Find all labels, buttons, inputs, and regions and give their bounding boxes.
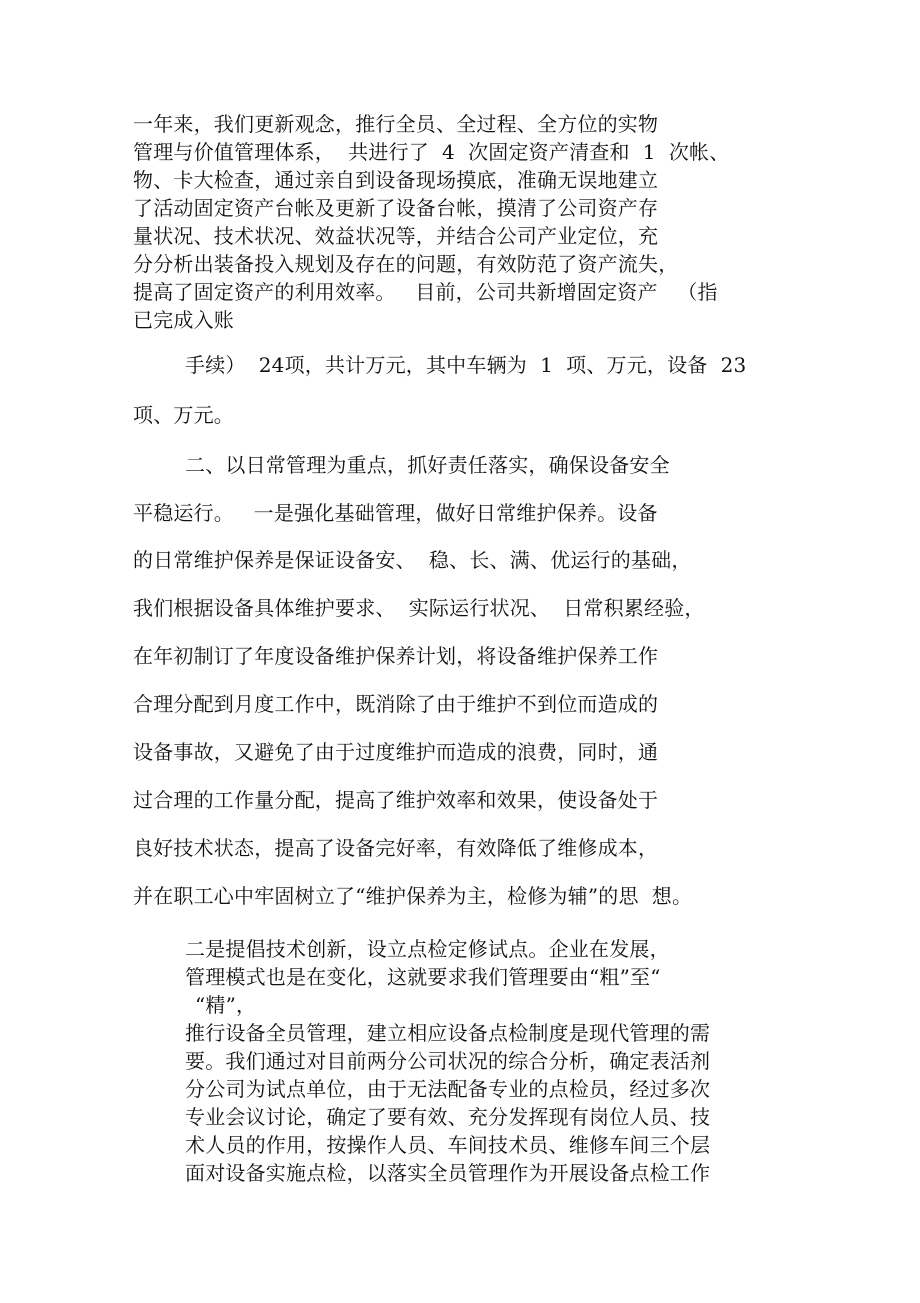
paragraph-line: 管理与价值管理体系， 共进行了 4 次固定资产清查和 1 次帐、 [133,140,730,164]
paragraph-line: 我们根据设备具体维护要求、 实际运行状况、 日常积累经验， [133,596,705,620]
paragraph-line: 良好技术状态，提高了设备完好率，有效降低了维修成本， [133,836,659,860]
paragraph-line: 一年来，我们更新观念，推行全员、全过程、全方位的实物 [133,112,659,136]
paragraph-line: 管理模式也是在变化，这就要求我们管理要由“粗”至“ [185,965,661,989]
paragraph-line: 并在职工心中牢固树立了“维护保养为主，检修为辅”的思 想。 [133,884,693,908]
section-heading-line: 二、以日常管理为重点，抓好责任落实，确保设备安全 [185,453,670,477]
paragraph-line: 项、万元。 [133,403,234,427]
paragraph-line: 在年初制订了年度设备维护保养计划，将设备维护保养工作 [133,644,659,668]
paragraph-line: 要。我们通过对目前两分公司状况的综合分析，确定表活剂 [185,1049,711,1073]
paragraph-line: 手续） 24项，共计万元，其中车辆为 1 项、万元，设备 23 [185,353,747,377]
paragraph-line: 设备事故，又避免了由于过度维护而造成的浪费，同时，通 [133,740,659,764]
paragraph-line: 量状况、技术状况、效益状况等，并结合公司产业定位，充 [133,224,659,248]
paragraph-line: 二是提倡技术创新，设立点检定修试点。企业在发展， [185,937,670,961]
paragraph-line: 分公司为试点单位，由于无法配备专业的点检员，经过多次 [185,1077,711,1101]
paragraph-line: 术人员的作用，按操作人员、车间技术员、维修车间三个层 [185,1133,711,1157]
paragraph-line: 提高了固定资产的利用效率。 目前，公司共新增固定资产 （指 [133,280,718,304]
paragraph-line: 分分析出装备投入规划及存在的问题，有效防范了资产流失， [133,252,679,276]
paragraph-line: 平稳运行。 一是强化基础管理，做好日常维护保养。设备 [133,501,658,525]
paragraph-line: 了活动固定资产台帐及更新了设备台帐，摸清了公司资产存 [133,196,659,220]
paragraph-line: 的日常维护保养是保证设备安、 稳、长、满、优运行的基础， [133,548,692,572]
paragraph-line: “精”， [195,993,257,1017]
paragraph-line: 推行设备全员管理，建立相应设备点检制度是现代管理的需 [185,1021,711,1045]
paragraph-line: 过合理的工作量分配，提高了维护效率和效果，使设备处于 [133,788,659,812]
paragraph-line: 合理分配到月度工作中，既消除了由于维护不到位而造成的 [133,692,659,716]
paragraph-line: 物、卡大检查，通过亲自到设备现场摸底，准确无误地建立 [133,168,659,192]
paragraph-line: 面对设备实施点检，以落实全员管理作为开展设备点检工作 [185,1161,711,1185]
paragraph-line: 已完成入账 [133,308,234,332]
paragraph-line: 专业会议讨论，确定了要有效、充分发挥现有岗位人员、技 [185,1105,711,1129]
